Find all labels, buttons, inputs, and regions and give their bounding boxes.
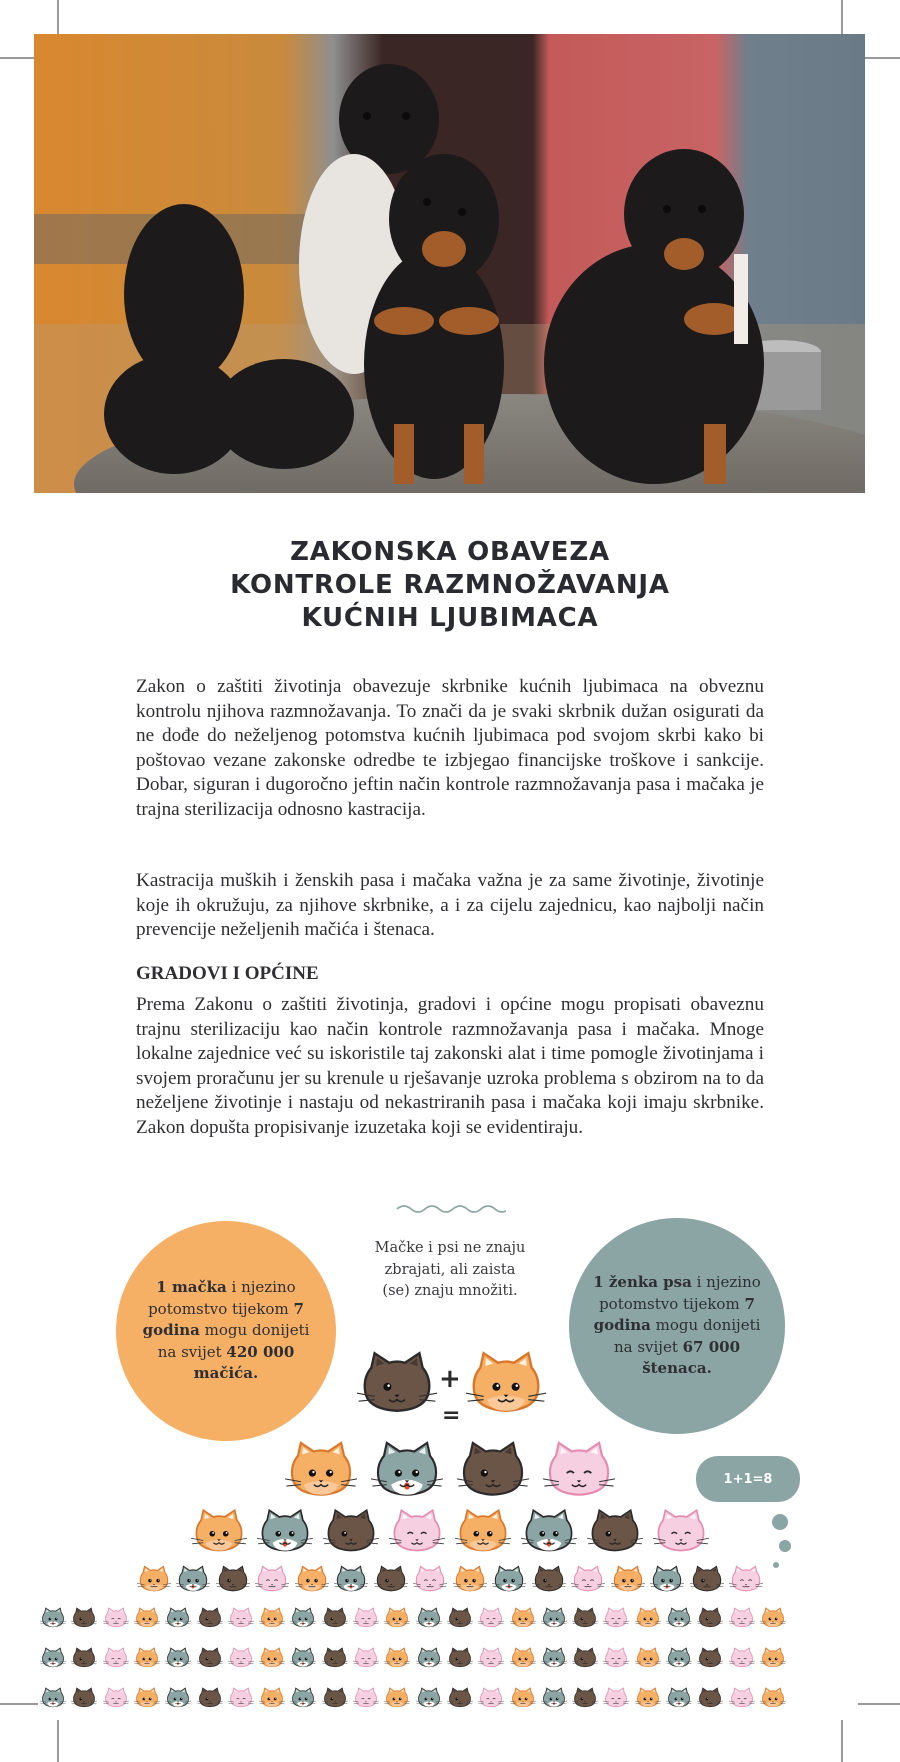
thought-bubble-text: 1+1=8 — [723, 1471, 773, 1487]
cat-icon-brown — [690, 1565, 724, 1596]
cat-icon-pink — [571, 1565, 605, 1596]
cat-icon-pink — [729, 1607, 755, 1632]
cat-icon-orange — [259, 1687, 285, 1712]
cat-icon-grey — [416, 1607, 442, 1632]
cat-icon-pink — [103, 1647, 129, 1672]
cat-icon-orange — [285, 1440, 357, 1502]
cat-icon-grey — [416, 1647, 442, 1672]
cat-icon-orange — [384, 1687, 410, 1712]
cat-stat-text-4: mogu donijeti na svijet — [157, 1321, 310, 1361]
cat-icon-orange — [134, 1607, 160, 1632]
cat-icon-orange — [259, 1607, 285, 1632]
cat-icon-brown — [322, 1687, 348, 1712]
cat-icon-orange — [635, 1647, 661, 1672]
cat-icon-grey — [492, 1565, 526, 1596]
cat-icon-grey — [290, 1607, 316, 1632]
cat-icon-orange — [191, 1508, 247, 1557]
cat-stat-bold-5: 420 000 mačića. — [193, 1342, 295, 1383]
cat-icon-pink — [103, 1687, 129, 1712]
cat-icon-grey — [176, 1565, 210, 1596]
cat-icon-pink — [353, 1687, 379, 1712]
thought-bubble — [696, 1456, 800, 1502]
cat-icon-brown — [323, 1508, 379, 1557]
cat-icon-brown — [572, 1607, 598, 1632]
cat-icon-grey — [165, 1647, 191, 1672]
section-heading: GRADOVI I OPĆINE — [136, 963, 319, 984]
cat-icon-orange — [137, 1565, 171, 1596]
cat-icon-brown — [374, 1565, 408, 1596]
cat-icon-brown — [322, 1647, 348, 1672]
section-paragraph — [136, 993, 764, 1140]
cat-icon-brown — [572, 1647, 598, 1672]
cat-icon-brown — [572, 1687, 598, 1712]
intro-paragraph — [136, 675, 764, 822]
cat-icon-orange — [635, 1607, 661, 1632]
puppies-photo — [34, 34, 865, 493]
cat-icon-pink — [729, 1565, 763, 1596]
thought-dot — [772, 1514, 788, 1530]
cat-icon-grey — [541, 1687, 567, 1712]
cat-icon-orange — [510, 1607, 536, 1632]
plus-sign: + — [439, 1364, 461, 1394]
cat-icon-pink — [603, 1607, 629, 1632]
page-title — [0, 536, 900, 635]
dog-stat-bold-1: 1 ženka psa — [593, 1273, 692, 1292]
cat-stat-circle — [116, 1221, 336, 1441]
cat-icon-pink — [478, 1607, 504, 1632]
cat-icon-pink — [255, 1565, 289, 1596]
cat-icon-grey — [290, 1687, 316, 1712]
cat-icon-orange — [453, 1565, 487, 1596]
cat-icon-brown — [697, 1607, 723, 1632]
cat-icon-brown — [587, 1508, 643, 1557]
cat-icon-grey — [371, 1440, 443, 1502]
cat-icon-grey — [541, 1647, 567, 1672]
dog-stat-text-2: i njezino potomstvo tijekom — [599, 1273, 761, 1313]
cat-icon-grey — [40, 1687, 66, 1712]
cat-stat-bold-3: 7 godina — [142, 1299, 304, 1340]
wave-divider — [396, 1202, 506, 1216]
cat-icon-pink — [729, 1647, 755, 1672]
crop-mark — [858, 1703, 900, 1705]
thought-dot — [779, 1540, 791, 1552]
paragraph-2: Kastracija muških i ženskih pasa i mačaka važna je za same životinje, životinje koje ih okružuju, za njihove skrbnike, a i za cijelu zajednicu, kao najbolji način prevencije neželjenih mačića i štenaca. — [136, 870, 764, 940]
cat-icon-grey — [521, 1508, 577, 1557]
multiply-caption: Mačke i psi ne znaju zbrajati, ali zaista (se) znaju množiti. — [374, 1240, 526, 1299]
cat-icon-grey — [541, 1607, 567, 1632]
crop-mark — [841, 1720, 843, 1762]
crop-mark — [0, 1703, 38, 1705]
cat-icon-brown — [71, 1687, 97, 1712]
cat-icon-pink — [413, 1565, 447, 1596]
cat-icon-grey — [650, 1565, 684, 1596]
cat-icon-orange — [760, 1687, 786, 1712]
cat-icon-pink — [228, 1687, 254, 1712]
cat-icon-orange — [384, 1647, 410, 1672]
cat-icon-pink — [603, 1647, 629, 1672]
cat-icon-pink — [353, 1607, 379, 1632]
cat-icon-pink — [478, 1647, 504, 1672]
cat-stat-text-2: i njezino potomstvo tijekom — [148, 1278, 296, 1318]
cat-icon-grey — [416, 1687, 442, 1712]
cat-icon-grey — [334, 1565, 368, 1596]
cat-icon-pink — [389, 1508, 445, 1557]
cat-icon-pink — [603, 1687, 629, 1712]
cat-icon-grey — [666, 1647, 692, 1672]
dog-stat-circle — [569, 1218, 785, 1434]
cat-icon-pink — [228, 1607, 254, 1632]
cat-icon-grey — [40, 1647, 66, 1672]
paragraph-3: Prema Zakonu o zaštiti životinja, gradovi i općine mogu propisati obaveznu trajnu sterilizaciju kao način kontrole razmnožavanja pasa i mačaka. Mnoge lokalne zajednice već su iskoristile taj zakonski alat i time pomogle životinjama i svojem proračunu jer su krenule u rješavanje uzroka problema s obzirom na to da neželjene životinje i nastaju od nekastriranih pasa i mačaka koji imaju skrbnike. Zakon dopušta propisivanje izuzetaka koji se evidentiraju. — [136, 994, 764, 1138]
cat-icon-pink — [478, 1687, 504, 1712]
paragraph-1: Zakon o zaštiti životinja obavezuje skrbnike kućnih ljubimaca na obveznu kontrolu njihova razmnožavanja. To znači da je svaki skrbnik dužan osigurati da ne dođe do neželjenog potomstva kućnih ljubimaca pod svojom skrbi kako bi poštovao vezane zakonske odredbe te izbjegao financijske troškove i sankcije. Dobar, siguran i dugoročno jeftin način kontrole razmnožavanja pasa i mačaka je trajna sterilizacija odnosno kastracija. — [136, 676, 764, 820]
cat-icon-brown — [197, 1607, 223, 1632]
cat-icon-brown — [71, 1647, 97, 1672]
cat-icon-orange — [134, 1687, 160, 1712]
cat-icon-grey — [666, 1687, 692, 1712]
cat-icon-brown — [447, 1647, 473, 1672]
cat-icon-orange — [295, 1565, 329, 1596]
cat-icon-orange — [635, 1687, 661, 1712]
cat-icon-orange — [760, 1607, 786, 1632]
cat-icon-brown — [447, 1607, 473, 1632]
equals-sign: = — [442, 1403, 461, 1428]
title-line-2: KONTROLE RAZMNOŽAVANJA — [230, 570, 670, 600]
cat-icon-grey — [666, 1607, 692, 1632]
cat-icon-brown — [357, 1350, 437, 1418]
cat-icon-orange — [760, 1647, 786, 1672]
title-line-3: KUĆNIH LJUBIMACA — [301, 603, 599, 633]
cat-icon-orange — [510, 1687, 536, 1712]
cat-icon-brown — [322, 1607, 348, 1632]
cat-icon-brown — [216, 1565, 250, 1596]
cat-icon-orange — [466, 1350, 546, 1418]
cat-icon-brown — [197, 1687, 223, 1712]
dog-stat-bold-5: 67 000 štenaca. — [642, 1337, 741, 1378]
cat-icon-pink — [103, 1607, 129, 1632]
title-line-1: ZAKONSKA OBAVEZA — [290, 537, 610, 567]
cat-icon-orange — [510, 1647, 536, 1672]
cat-icon-orange — [455, 1508, 511, 1557]
cat-icon-brown — [197, 1647, 223, 1672]
thought-dot — [773, 1562, 779, 1568]
cat-icon-pink — [228, 1647, 254, 1672]
cat-icon-brown — [532, 1565, 566, 1596]
cat-icon-grey — [257, 1508, 313, 1557]
cat-icon-grey — [290, 1647, 316, 1672]
cat-icon-orange — [134, 1647, 160, 1672]
cat-icon-pink — [543, 1440, 615, 1502]
cat-icon-grey — [165, 1687, 191, 1712]
cat-icon-brown — [457, 1440, 529, 1502]
dog-stat-bold-3: 7 godina — [593, 1294, 755, 1335]
cat-icon-orange — [611, 1565, 645, 1596]
cat-icon-brown — [71, 1607, 97, 1632]
cat-icon-grey — [40, 1607, 66, 1632]
crop-mark — [57, 1720, 59, 1762]
cat-icon-brown — [697, 1647, 723, 1672]
cat-icon-brown — [447, 1687, 473, 1712]
dog-stat-text-4: mogu donijeti na svijet — [613, 1316, 761, 1356]
cat-icon-pink — [353, 1647, 379, 1672]
castration-paragraph — [136, 869, 764, 943]
cat-icon-orange — [259, 1647, 285, 1672]
cat-icon-orange — [384, 1607, 410, 1632]
cat-stat-bold-1: 1 mačka — [156, 1278, 227, 1297]
cat-icon-pink — [729, 1687, 755, 1712]
cat-icon-brown — [697, 1687, 723, 1712]
cat-icon-grey — [165, 1607, 191, 1632]
cat-icon-pink — [653, 1508, 709, 1557]
